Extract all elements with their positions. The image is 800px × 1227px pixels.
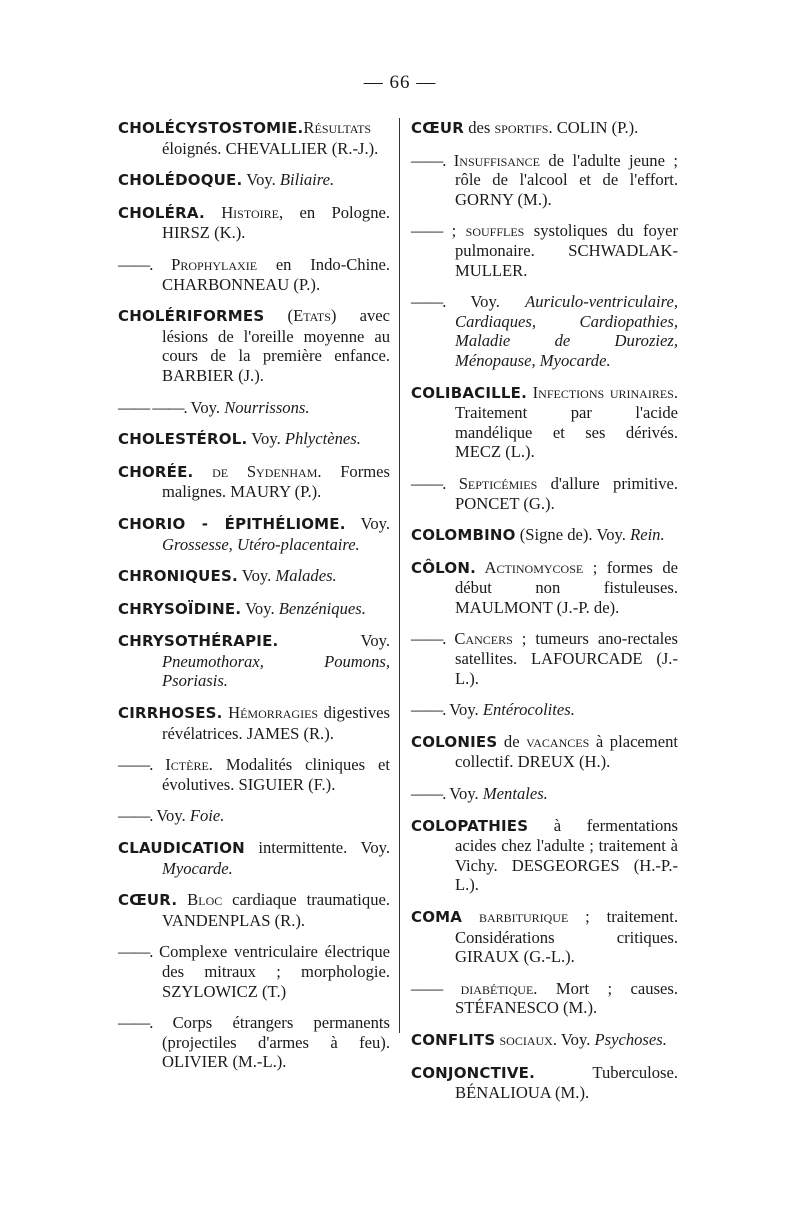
subject-smallcaps: Résultats (303, 118, 372, 137)
entry-text: Voy. (345, 513, 390, 533)
subject-smallcaps: Insuffisance (445, 150, 540, 170)
repeat-dash: ——. (411, 150, 446, 170)
subject-smallcaps: Cancers (445, 629, 513, 649)
cross-reference: Malades. (275, 566, 337, 586)
entry-text: ; traitement. Considérations critiques. GIRAUX (G.-L.). (455, 907, 679, 967)
subject-smallcaps: de Sydenham. (193, 461, 322, 481)
headword: COMA (411, 908, 463, 926)
index-entry (118, 890, 390, 930)
entry-text: Complexe ventriculaire électrique des mitraux ; morphologie. SZYLOWICZ (T.) (152, 942, 390, 1001)
entry-text: à fermentations acides chez l'adulte ; traitement à Vichy. DESGEORGES (H.-P.-L.). (455, 815, 678, 895)
subject-smallcaps: diabétique. (442, 978, 538, 998)
index-entry (118, 599, 390, 620)
index-entry (118, 703, 390, 743)
cross-reference: Pneumothorax, Poumons, Psoriasis. (162, 651, 390, 691)
subject-smallcaps: Ictère. (152, 755, 213, 775)
index-entry (411, 151, 678, 210)
index-entry (118, 1013, 390, 1072)
entry-text: en Indo-Chine. CHARBONNEAU (P.). (162, 254, 390, 294)
entry-text: (Signe de). Voy. (515, 525, 631, 545)
index-entry (411, 474, 678, 513)
repeat-dash: —— (411, 221, 443, 241)
entry-text: digestives révélatrices. JAMES (R.). (162, 703, 391, 743)
headword: CÔLON. (411, 558, 476, 577)
cross-reference: Nourrissons. (224, 397, 310, 417)
repeat-dash: ——. (118, 1013, 153, 1033)
subject-smallcaps: Hémorragies (222, 703, 319, 723)
entry-text: Corps étrangers permanents (projectiles d'armes à feu). OLIVIER (M.-L.). (152, 1013, 390, 1072)
entry-text: Formes malignes. MAURY (P.). (162, 461, 390, 502)
entry-text: ; tumeurs ano-rectales satellites. LAFOURCADE (J.-L.). (455, 629, 678, 688)
index-entry (411, 629, 678, 688)
headword: CHOLÉCYSTOSTOMIE. (118, 119, 304, 137)
index-entry (411, 700, 678, 720)
entry-text: des (464, 118, 495, 137)
entry-text: de (497, 731, 527, 751)
cross-reference: Biliaire. (279, 170, 335, 190)
entry-text: Voy. (278, 631, 390, 651)
headword: COLOPATHIES (411, 816, 529, 835)
headword: CLAUDICATION (118, 839, 245, 858)
cross-reference: Grossesse, Utéro-placentaire. (162, 534, 360, 554)
index-entry (118, 942, 390, 1001)
headword: CHOLESTÉROL. (118, 430, 248, 449)
entry-text-continued: ) avec lésions de l'oreille moyenne au cours de la première enfance. BARBIER (J.). (162, 306, 390, 385)
index-entry (411, 784, 678, 804)
entry-text: ; formes de début non fistuleuses. MAULMONT (J.-P. de). (455, 557, 678, 617)
subject-smallcaps: Infections urinaires. (527, 382, 678, 402)
index-entry (118, 203, 390, 243)
entry-text: Voy. (445, 292, 526, 312)
entry-text: ; (442, 221, 466, 241)
index-entry (118, 462, 390, 502)
entry-text: Mort ; causes. STÉFANESCO (M.). (455, 978, 679, 1018)
headword: CŒUR (411, 119, 465, 137)
headword: CHORIO - ÉPITHÉLIOME. (118, 514, 346, 533)
headword: COLOMBINO (411, 526, 516, 545)
index-entry (411, 525, 678, 546)
repeat-dash: ——. (118, 942, 153, 962)
entry-text: Voy. (242, 170, 280, 190)
subject-smallcaps: Etats (293, 306, 331, 326)
entry-text: Voy. (247, 429, 285, 449)
headword: CHOLÉRA. (118, 203, 205, 222)
headword: CONJONCTIVE. (411, 1063, 535, 1082)
entry-text: Voy. (445, 784, 483, 804)
subject-smallcaps: Bloc (177, 890, 223, 910)
page-number: — 66 — (363, 72, 437, 93)
headword: CHRYSOÏDINE. (118, 599, 242, 618)
right-column (411, 118, 678, 1115)
index-entry (411, 1063, 678, 1103)
entry-text: intermittente. Voy. (244, 838, 390, 858)
subject-smallcaps: Septicémies (445, 473, 538, 493)
cross-reference: Foie. (189, 806, 225, 826)
index-entry (411, 221, 678, 280)
subject-smallcaps: vacances (526, 731, 590, 751)
headword: CHRONIQUES. (118, 567, 238, 586)
headword: COLIBACILLE. (411, 383, 527, 402)
repeat-dash: ——. (411, 700, 446, 720)
index-entry (118, 755, 390, 794)
entry-text: Tuberculose. BÉNALIOUA (M.). (455, 1062, 678, 1103)
subject-smallcaps: Actinomycose (476, 557, 584, 577)
repeat-dash: ——. (118, 806, 153, 826)
entry-text: Voy. (186, 397, 225, 417)
index-entry (411, 816, 678, 895)
entry-text: cardiaque traumatique. VANDENPLAS (R.). (162, 890, 391, 930)
index-entry (411, 1030, 678, 1051)
entry-text: Voy. (152, 806, 190, 826)
subject-smallcaps: sociaux. (495, 1029, 557, 1049)
entry-text: Voy. (556, 1029, 595, 1049)
cross-reference: Entérocolites. (482, 700, 575, 720)
index-entry (118, 429, 390, 450)
index-entry (411, 558, 678, 618)
index-entry (118, 398, 390, 418)
headword: CONFLITS (411, 1030, 496, 1049)
index-entry (118, 118, 390, 158)
index-entry (118, 806, 390, 826)
repeat-dash: ——. (411, 629, 446, 649)
entry-text: éloignés. CHEVALLIER (R.-J.). (162, 138, 379, 158)
index-entry (118, 255, 390, 294)
entry-text: Modalités cliniques et évolutives. SIGUIER (F.). (162, 755, 390, 794)
entry-text: en Pologne. HIRSZ (K.). (162, 202, 391, 243)
repeat-dash: ——. (118, 254, 153, 274)
index-entry (118, 514, 390, 554)
entry-text: Voy. (237, 566, 276, 586)
headword: COLONIES (411, 732, 498, 751)
repeat-dash: ——. (411, 473, 446, 493)
index-entry (411, 292, 678, 370)
entry-text-continued: à placement collectif. DREUX (H.). (455, 731, 678, 772)
cross-reference: Psychoses. (594, 1029, 667, 1049)
cross-reference: Phlyctènes. (284, 429, 361, 449)
index-entry (411, 118, 678, 139)
repeat-dash: ——. (411, 292, 446, 312)
cross-reference: Mentales. (482, 784, 548, 804)
entry-text-continued: systoliques du foyer pulmonaire. SCHWADLAK-MULLER. (455, 221, 678, 280)
subject-smallcaps: barbiturique (462, 907, 569, 926)
repeat-dash: —— (411, 978, 443, 998)
entry-text: d'allure primitive. PONCET (G.). (455, 473, 678, 513)
index-entry (411, 732, 678, 772)
subject-smallcaps: Prophylaxie (152, 254, 258, 274)
index-entry (118, 170, 390, 191)
left-column (118, 118, 390, 1084)
index-entry (118, 838, 390, 878)
cross-reference: Myocarde. (162, 858, 233, 878)
entry-text: Voy. (445, 700, 483, 720)
entry-text: de l'adulte jeune ; rôle de l'alcool et de l'effort. GORNY (M.). (455, 150, 678, 209)
entry-text: Traitement par l'acide mandélique et ses dérivés. MECZ (L.). (455, 403, 678, 462)
headword: CIRRHOSES. (118, 704, 223, 723)
headword: CHOLÉRIFORMES (118, 307, 265, 326)
entry-text-continued: COLIN (P.). (552, 118, 639, 137)
repeat-dash: —— ——. (118, 397, 187, 417)
subject-smallcaps: Histoire, (204, 202, 284, 222)
column-divider (399, 118, 400, 1033)
headword: CHRYSOTHÉRAPIE. (118, 632, 279, 651)
cross-reference: Auriculo-ventriculaire, Cardiaques, Cardiopathies, Maladie de Duroziez, Ménopause, Myocarde. (455, 292, 678, 370)
headword: CHORÉE. (118, 462, 194, 481)
index-entry (118, 566, 390, 587)
entry-text: Voy. (241, 598, 279, 618)
entry-text: ( (264, 306, 294, 326)
index-entry (118, 631, 390, 691)
repeat-dash: ——. (411, 784, 446, 804)
subject-smallcaps: sportifs. (494, 118, 553, 137)
cross-reference: Rein. (630, 525, 665, 545)
headword: CHOLÉDOQUE. (118, 171, 243, 190)
index-entry (411, 383, 678, 462)
index-entry (411, 907, 678, 967)
subject-smallcaps: souffles (465, 221, 525, 241)
cross-reference: Benzéniques. (278, 598, 366, 618)
headword: CŒUR. (118, 891, 178, 910)
index-entry (411, 979, 678, 1018)
repeat-dash: ——. (118, 755, 153, 775)
index-entry (118, 306, 390, 385)
